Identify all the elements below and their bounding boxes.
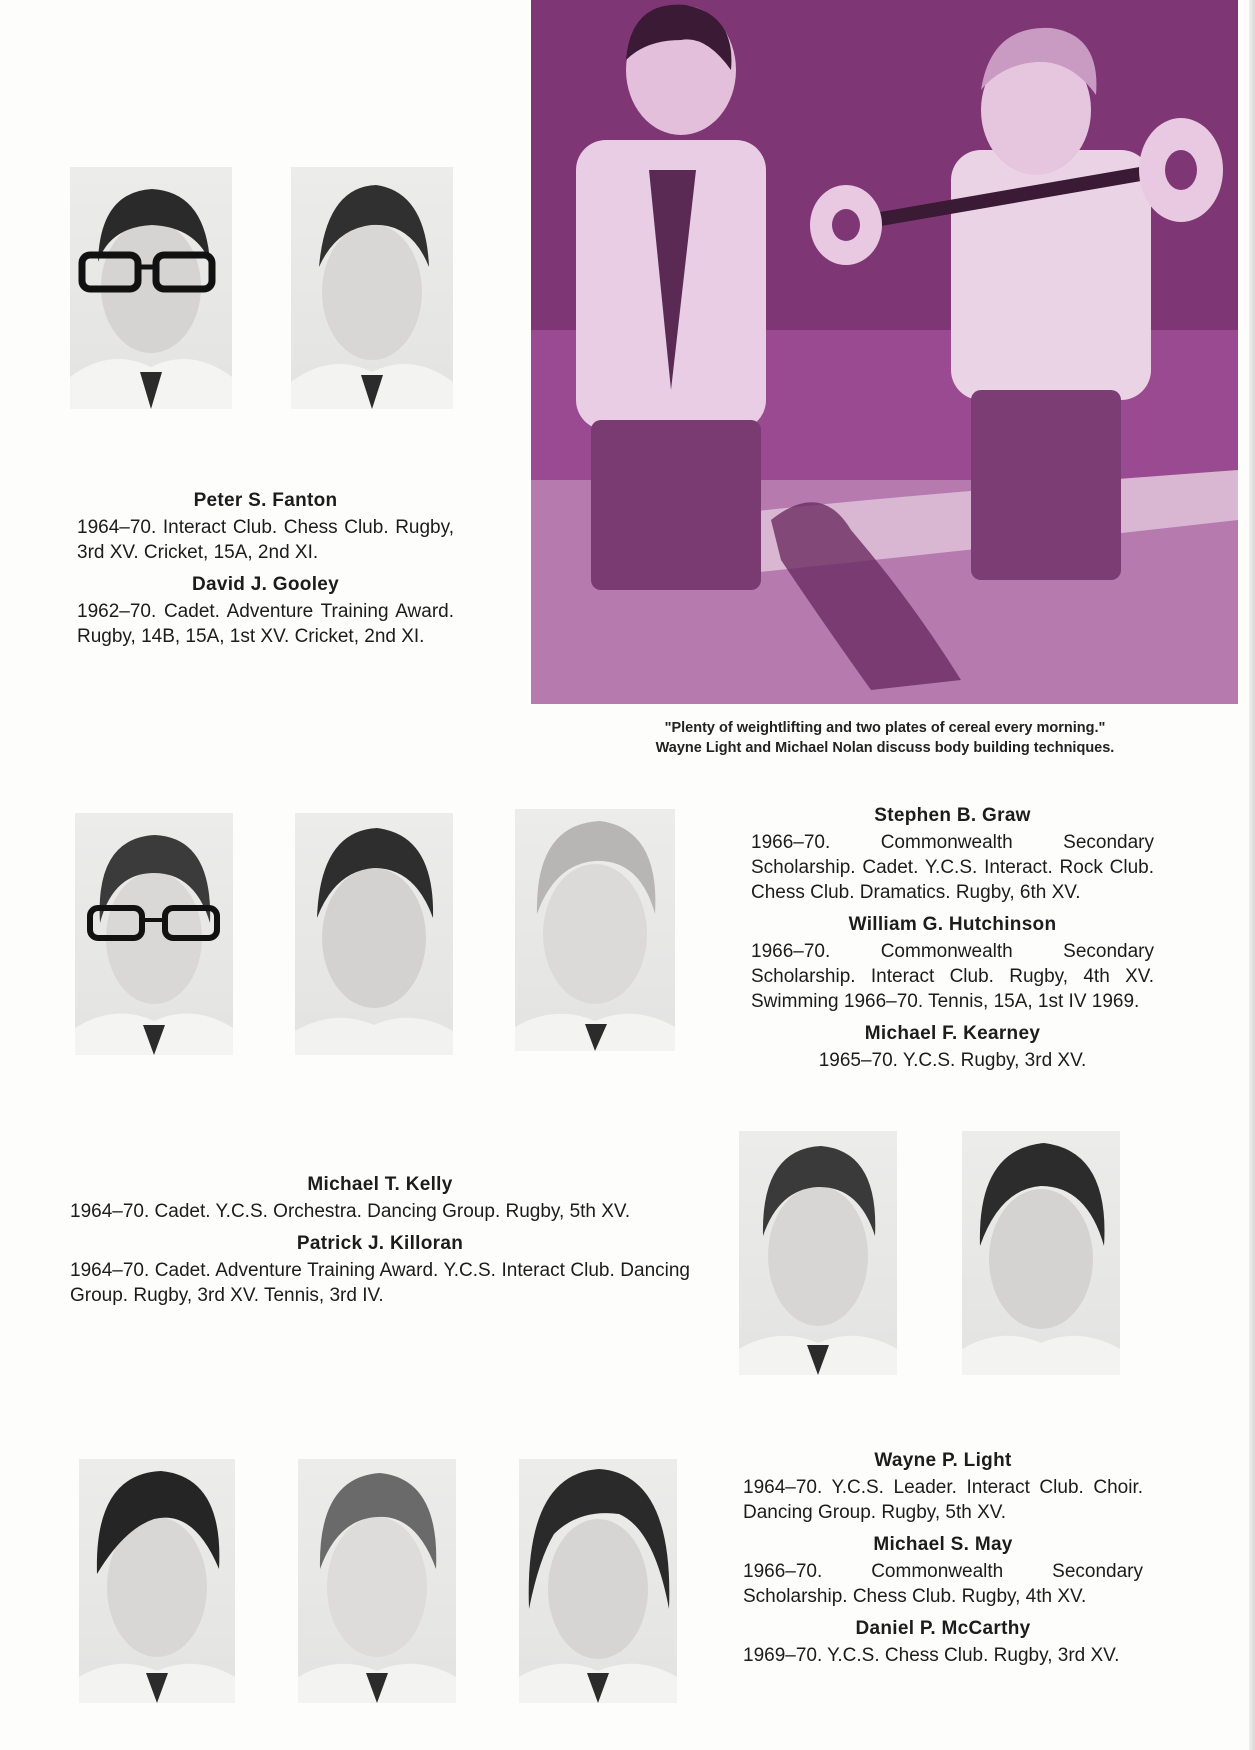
bio-block-graw-hutchinson-kearney [751, 803, 1154, 1080]
bio-text-killoran: 1964–70. Cadet. Adventure Training Award. Y.C.S. Interact Club. Dancing Group. Rugby, 3rd XV. Tennis, 3rd IV. [70, 1260, 690, 1306]
caption-line-1: "Plenty of weightlifting and two plates of cereal every morning." [664, 720, 1106, 736]
portrait-william-hutchinson [295, 813, 453, 1055]
bio-text-may: 1966–70. Commonwealth Secondary Scholarship. Chess Club. Rugby, 4th XV. [743, 1561, 1143, 1607]
portrait-michael-kearney [515, 809, 675, 1051]
portrait-michael-may [298, 1459, 456, 1703]
portrait-michael-kelly [739, 1131, 897, 1375]
portrait-patrick-killoran [962, 1131, 1120, 1375]
bio-block-fanton-gooley [77, 488, 454, 656]
photo-caption [560, 718, 1210, 758]
portrait-stephen-graw [75, 813, 233, 1055]
bio-name-kelly: Michael T. Kelly [307, 1174, 453, 1195]
bio-name-kearney: Michael F. Kearney [864, 1023, 1041, 1044]
bio-text-hutchinson: 1966–70. Commonwealth Secondary Scholarship. Interact Club. Rugby, 4th XV. Swimming 1966–70. Tennis, 15A, 1st IV 1969. [751, 941, 1154, 1012]
portrait-wayne-light [79, 1459, 235, 1703]
bio-text-mccarthy: 1969–70. Y.C.S. Chess Club. Rugby, 3rd XV. [743, 1645, 1120, 1666]
bio-block-kelly-killoran [70, 1172, 690, 1315]
bio-name-may: Michael S. May [873, 1534, 1013, 1555]
bio-name-mccarthy: Daniel P. McCarthy [855, 1618, 1031, 1639]
bio-name-fanton: Peter S. Fanton [193, 490, 338, 511]
bio-text-kearney: 1965–70. Y.C.S. Rugby, 3rd XV. [818, 1050, 1087, 1071]
caption-line-2: Wayne Light and Michael Nolan discuss body building techniques. [655, 740, 1115, 756]
bio-name-hutchinson: William G. Hutchinson [848, 914, 1057, 935]
page-edge [1249, 0, 1255, 1750]
portrait-daniel-mccarthy [519, 1459, 677, 1703]
portrait-peter-fanton [70, 167, 232, 409]
bio-text-light: 1964–70. Y.C.S. Leader. Interact Club. Choir. Dancing Group. Rugby, 5th XV. [743, 1477, 1143, 1523]
bio-text-gooley: 1962–70. Cadet. Adventure Training Award. Rugby, 14B, 15A, 1st XV. Cricket, 2nd XI. [77, 601, 454, 647]
portrait-david-gooley [291, 167, 453, 409]
bio-name-graw: Stephen B. Graw [874, 805, 1031, 826]
feature-photo-weightlifting [531, 0, 1238, 704]
bio-text-fanton: 1964–70. Interact Club. Chess Club. Rugby, 3rd XV. Cricket, 15A, 2nd XI. [77, 517, 454, 563]
bio-text-graw: 1966–70. Commonwealth Secondary Scholarship. Cadet. Y.C.S. Interact. Rock Club. Chess Club. Dramatics. Rugby, 6th XV. [751, 832, 1154, 903]
bio-block-light-may-mccarthy [743, 1448, 1143, 1675]
bio-text-kelly: 1964–70. Cadet. Y.C.S. Orchestra. Dancing Group. Rugby, 5th XV. [70, 1201, 631, 1222]
bio-name-light: Wayne P. Light [874, 1450, 1012, 1471]
bio-name-killoran: Patrick J. Killoran [296, 1233, 464, 1254]
bio-name-gooley: David J. Gooley [191, 574, 340, 595]
